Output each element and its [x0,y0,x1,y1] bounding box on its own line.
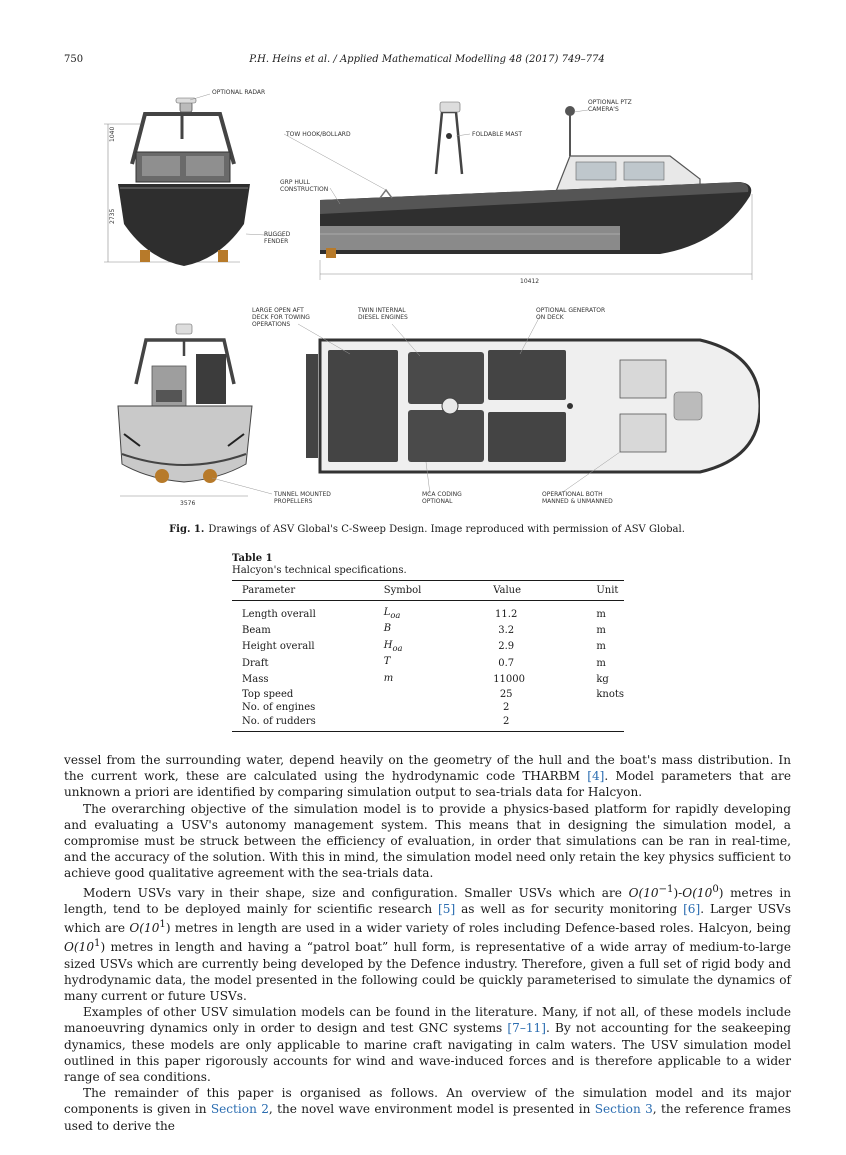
cell-value: 2 [503,702,510,714]
cell-symbol: $H_{oa}$ [383,639,403,653]
rear-view-drawing [118,324,252,496]
cell-unit: m [596,641,606,653]
cell-symbol [374,701,483,714]
cell-parameter: Top speed [242,689,294,701]
table-row [232,715,624,732]
cell-parameter: Beam [242,624,271,636]
label-ptz-line2: CAMERA'S [588,106,619,113]
label-gen-line2: ON DECK [536,314,564,321]
header-parameter: Parameter [232,581,374,601]
journal-reference: P.H. Heins et al. / Applied Mathematical Modelling 48 (2017) 749–774 [249,54,605,65]
paragraph: The remainder of this paper is organised as follows. An overview of the simulation model and its major components is given in Section 2, the novel wave environment model is presented in Section 3, the reference frames used to derive the [64,1086,792,1133]
dim-3576: 3576 [180,500,196,507]
table-row [232,601,624,623]
cell-value: 0.7 [498,657,515,669]
cell-value: 2.9 [498,641,515,653]
label-rugged-line2: FENDER [264,238,289,245]
plan-view-drawing [306,340,760,472]
cell-symbol: B [383,623,392,635]
citation-link[interactable]: [7–11] [507,1021,546,1036]
dim-2735: 2735 [109,208,116,224]
label-optional-radar: OPTIONAL RADAR [212,89,266,96]
label-foldable-mast: FOLDABLE MAST [472,131,523,138]
cell-symbol [374,688,483,701]
table-row [232,655,624,671]
cell-value: 11.2 [495,608,518,620]
cell-value: 11000 [493,674,525,686]
cell-symbol: T [383,656,391,668]
label-ptz-line1: OPTIONAL PTZ [588,99,632,106]
label-ops-line1: OPERATIONAL BOTH [542,491,603,498]
label-tow-hook: TOW HOOK/BOLLARD [286,131,351,138]
dim-10412: 10412 [520,278,540,285]
paragraph: vessel from the surrounding water, depend heavily on the geometry of the hull and the boat's mass distribution. In the current work, these are calculated using the hydrodynamic code THARBM [4]. Model parameters that are unknown a priori are identified by comparing simulation output to sea-trials data for Halcyon. [64,753,791,800]
cell-value: 2 [503,715,510,727]
table-row [232,701,624,714]
label-twin-line2: DIESEL ENGINES [358,314,408,321]
label-rugged-line1: RUGGED [264,231,291,238]
table-row [232,622,624,638]
header-value: Value [483,581,586,601]
table-row [232,672,624,688]
cell-unit: knots [596,689,624,701]
label-mca-line1: MCA CODING [422,491,462,498]
citation-link[interactable]: [5] [438,901,456,916]
label-twin-line1: TWIN INTERNAL [358,307,406,314]
dim-1040: 1040 [109,126,116,142]
label-mca-line2: OPTIONAL [422,498,453,505]
boat-drawings-figure [100,84,760,514]
specs-table-block [232,553,624,732]
section-link[interactable]: Section 3 [594,1102,653,1117]
cell-symbol: $L_{oa}$ [383,607,401,620]
cell-parameter: Mass [242,674,269,686]
specs-table [232,580,624,732]
table-label: Table 1 [232,553,273,564]
section-link[interactable]: Section 2 [210,1102,269,1117]
label-gen-line1: OPTIONAL GENERATOR [536,307,606,314]
cell-unit: m [596,624,606,636]
page-number: 750 [64,54,84,65]
table-row [232,688,624,701]
cell-parameter: Length overall [242,608,316,620]
table-caption: Halcyon's technical specifications. [232,565,407,576]
label-grp-line2: CONSTRUCTION [280,186,329,193]
label-deck-line1: LARGE OPEN AFT [252,307,304,314]
cell-unit: kg [596,674,609,686]
header-unit: Unit [586,581,624,601]
label-ops-line2: MANNED & UNMANNED [542,498,613,505]
cell-parameter: No. of engines [242,702,316,714]
cell-unit [586,715,624,732]
label-tunnel-line2: PROPELLERS [274,498,313,505]
cell-parameter: No. of rudders [242,715,316,727]
cell-symbol: m [383,672,394,684]
cell-unit: m [596,657,606,669]
cell-unit [586,701,624,714]
figure-caption-label: Fig. 1. [169,524,205,535]
label-deck-line3: OPERATIONS [252,321,291,328]
front-view-drawing [104,98,250,266]
label-tunnel-line1: TUNNEL MOUNTED [274,491,331,498]
side-view-drawing [320,102,752,280]
figure-caption [64,524,790,535]
cell-parameter: Height overall [242,641,315,653]
citation-link[interactable]: [6] [683,901,701,916]
cell-symbol [374,715,483,732]
paragraph: Examples of other USV simulation models can be found in the literature. Many, if not all, of these models include manoeuvring dynamics only in order to design and test GNC systems [7–11]. By not accounting for the seakeeping dynamics, these models are only applicable to marine craft navigating in calm waters. The USV simulation model outlined in this paper rigorously accounts for wind and wave-induced forces and is therefore applicable to a wider range of sea conditions. [64,1005,791,1084]
page-header [64,54,790,68]
cell-value: 3.2 [498,624,515,636]
header-symbol: Symbol [374,581,483,601]
citation-link[interactable]: [4] [587,769,605,784]
table-row [232,639,624,655]
label-grp-line1: GRP HULL [280,179,310,186]
figure-caption-text: Drawings of ASV Global's C-Sweep Design. Image reproduced with permission of ASV Global. [208,524,685,535]
cell-unit: m [596,608,606,620]
label-deck-line2: DECK FOR TOWING [252,314,310,321]
paragraph: Modern USVs vary in their shape, size and configuration. Smaller USVs which are $O(10^{-1})-O(10^0)$ metres in length, tend to be deployed mainly for scientific research [5] as well as for security monitoring [6]. Larger USVs which are $O(10^1)$ metres in length are used in a wider variety of roles including Defence-based roles. Halcyon, being $O(10^1)$ metres in length and having a “patrol boat” hull form, is representative of a wide array of medium-to-large sized USVs which are currently being developed by the Defence industry. Therefore, given a full set of rigid body and hydrodynamic data, the model presented in the following could be quickly parameterised to simulate the dynamics of many current or future USVs. [64,883,791,1003]
paragraph: The overarching objective of the simulation model is to provide a physics-based platform for rapidly developing and evaluating a USV's autonomy management system. This means that in designing the simulation model, a compromise must be struck between the efficiency of evaluation, in order that simulations can be ran in real-time, and the accuracy of the solution. With this in mind, the simulation model need only retain the key physics sufficient to achieve good qualitative agreement with the sea-trials data. [64,801,791,881]
cell-parameter: Draft [242,657,269,669]
table-header-row [232,581,624,601]
body-text [64,752,791,1134]
cell-value: 25 [499,689,513,701]
